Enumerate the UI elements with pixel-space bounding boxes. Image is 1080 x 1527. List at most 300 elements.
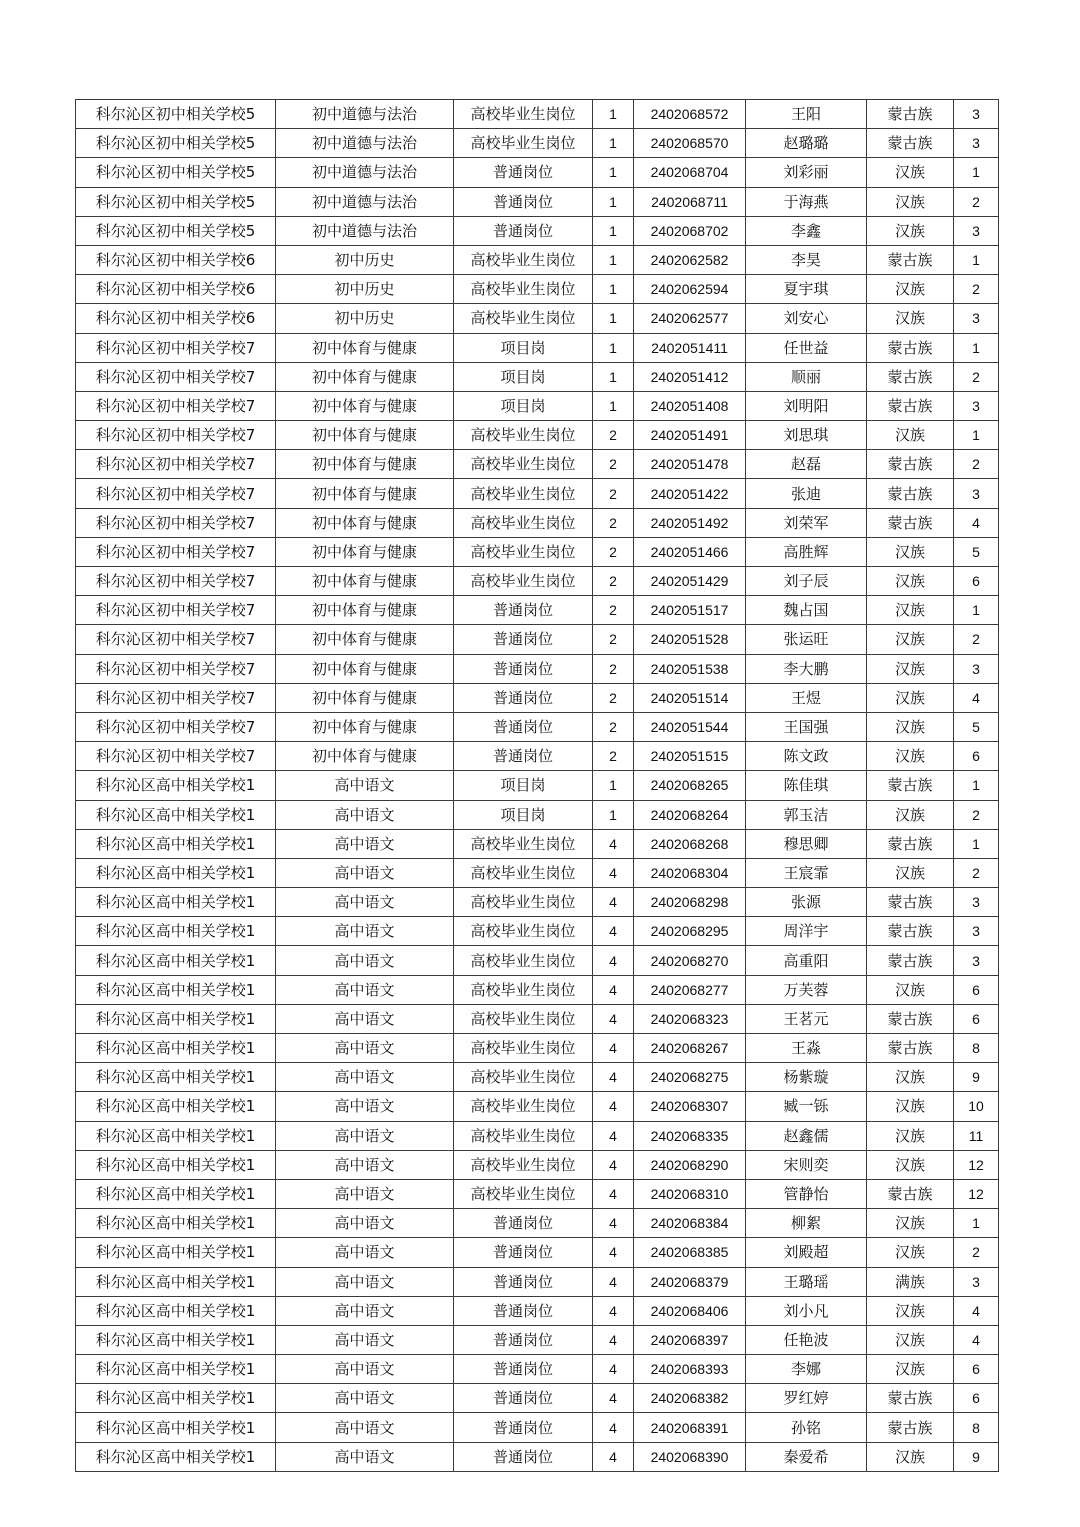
school-cell: 科尔沁区高中相关学校1 [76, 917, 276, 946]
post-type-cell: 普通岗位 [454, 187, 593, 216]
post-type-cell: 项目岗 [454, 800, 593, 829]
quota-cell: 1 [593, 216, 634, 245]
quota-cell: 4 [593, 1355, 634, 1384]
school-cell: 科尔沁区初中相关学校7 [76, 567, 276, 596]
subject-cell: 高中语文 [276, 1355, 454, 1384]
exam-id-cell: 2402051422 [634, 479, 746, 508]
subject-cell: 初中体育与健康 [276, 742, 454, 771]
table-row [76, 1355, 999, 1384]
table-row [76, 858, 999, 887]
quota-cell: 2 [593, 421, 634, 450]
school-cell: 科尔沁区高中相关学校1 [76, 771, 276, 800]
table-row [76, 304, 999, 333]
ethnicity-cell: 满族 [867, 1267, 954, 1296]
table-row [76, 975, 999, 1004]
subject-cell: 高中语文 [276, 1267, 454, 1296]
ethnicity-cell: 蒙古族 [867, 946, 954, 975]
table-body [76, 100, 999, 1472]
exam-id-cell: 2402068397 [634, 1325, 746, 1354]
quota-cell: 2 [593, 683, 634, 712]
school-cell: 科尔沁区初中相关学校7 [76, 450, 276, 479]
school-cell: 科尔沁区初中相关学校7 [76, 537, 276, 566]
name-cell: 刘小凡 [746, 1296, 867, 1325]
school-cell: 科尔沁区初中相关学校7 [76, 333, 276, 362]
quota-cell: 2 [593, 742, 634, 771]
exam-id-cell: 2402068307 [634, 1092, 746, 1121]
ethnicity-cell: 蒙古族 [867, 333, 954, 362]
rank-cell: 12 [954, 1150, 999, 1179]
quota-cell: 4 [593, 1238, 634, 1267]
quota-cell: 1 [593, 304, 634, 333]
school-cell: 科尔沁区初中相关学校7 [76, 712, 276, 741]
name-cell: 万芙蓉 [746, 975, 867, 1004]
post-type-cell: 普通岗位 [454, 654, 593, 683]
table-row [76, 567, 999, 596]
subject-cell: 高中语文 [276, 858, 454, 887]
subject-cell: 初中体育与健康 [276, 450, 454, 479]
exam-id-cell: 2402051478 [634, 450, 746, 479]
name-cell: 赵磊 [746, 450, 867, 479]
table-row [76, 187, 999, 216]
name-cell: 刘殿超 [746, 1238, 867, 1267]
post-type-cell: 普通岗位 [454, 1355, 593, 1384]
quota-cell: 4 [593, 1209, 634, 1238]
subject-cell: 初中历史 [276, 304, 454, 333]
exam-id-cell: 2402062582 [634, 245, 746, 274]
post-type-cell: 普通岗位 [454, 1384, 593, 1413]
post-type-cell: 高校毕业生岗位 [454, 858, 593, 887]
name-cell: 李鑫 [746, 216, 867, 245]
exam-id-cell: 2402068391 [634, 1413, 746, 1442]
subject-cell: 高中语文 [276, 946, 454, 975]
quota-cell: 1 [593, 129, 634, 158]
ethnicity-cell: 汉族 [867, 800, 954, 829]
name-cell: 顺丽 [746, 362, 867, 391]
table-row [76, 1150, 999, 1179]
rank-cell: 1 [954, 158, 999, 187]
table-row [76, 129, 999, 158]
quota-cell: 1 [593, 800, 634, 829]
school-cell: 科尔沁区初中相关学校7 [76, 479, 276, 508]
exam-id-cell: 2402068295 [634, 917, 746, 946]
name-cell: 杨紫璇 [746, 1063, 867, 1092]
exam-id-cell: 2402051544 [634, 712, 746, 741]
exam-id-cell: 2402068264 [634, 800, 746, 829]
subject-cell: 高中语文 [276, 1442, 454, 1471]
rank-cell: 3 [954, 654, 999, 683]
rank-cell: 3 [954, 917, 999, 946]
post-type-cell: 普通岗位 [454, 1296, 593, 1325]
ethnicity-cell: 汉族 [867, 975, 954, 1004]
rank-cell: 9 [954, 1442, 999, 1471]
post-type-cell: 高校毕业生岗位 [454, 450, 593, 479]
ethnicity-cell: 汉族 [867, 1325, 954, 1354]
ethnicity-cell: 汉族 [867, 742, 954, 771]
subject-cell: 高中语文 [276, 917, 454, 946]
subject-cell: 高中语文 [276, 1063, 454, 1092]
subject-cell: 初中体育与健康 [276, 362, 454, 391]
school-cell: 科尔沁区初中相关学校5 [76, 129, 276, 158]
post-type-cell: 高校毕业生岗位 [454, 888, 593, 917]
quota-cell: 1 [593, 391, 634, 420]
name-cell: 任世益 [746, 333, 867, 362]
ethnicity-cell: 汉族 [867, 596, 954, 625]
ethnicity-cell: 汉族 [867, 858, 954, 887]
name-cell: 穆思卿 [746, 829, 867, 858]
post-type-cell: 高校毕业生岗位 [454, 917, 593, 946]
table-row [76, 1384, 999, 1413]
subject-cell: 初中道德与法治 [276, 100, 454, 129]
table-row [76, 1004, 999, 1033]
quota-cell: 4 [593, 829, 634, 858]
table-row [76, 654, 999, 683]
rank-cell: 3 [954, 100, 999, 129]
school-cell: 科尔沁区初中相关学校6 [76, 275, 276, 304]
exam-id-cell: 2402068384 [634, 1209, 746, 1238]
school-cell: 科尔沁区高中相关学校1 [76, 1267, 276, 1296]
name-cell: 王茗元 [746, 1004, 867, 1033]
rank-cell: 8 [954, 1034, 999, 1063]
post-type-cell: 项目岗 [454, 391, 593, 420]
quota-cell: 2 [593, 479, 634, 508]
subject-cell: 高中语文 [276, 1384, 454, 1413]
quota-cell: 4 [593, 1150, 634, 1179]
school-cell: 科尔沁区高中相关学校1 [76, 1442, 276, 1471]
school-cell: 科尔沁区高中相关学校1 [76, 800, 276, 829]
post-type-cell: 高校毕业生岗位 [454, 275, 593, 304]
quota-cell: 4 [593, 1384, 634, 1413]
name-cell: 魏占国 [746, 596, 867, 625]
name-cell: 周洋宇 [746, 917, 867, 946]
school-cell: 科尔沁区初中相关学校7 [76, 654, 276, 683]
quota-cell: 2 [593, 508, 634, 537]
rank-cell: 4 [954, 683, 999, 712]
quota-cell: 4 [593, 917, 634, 946]
post-type-cell: 高校毕业生岗位 [454, 304, 593, 333]
table-row [76, 1238, 999, 1267]
school-cell: 科尔沁区初中相关学校7 [76, 508, 276, 537]
subject-cell: 高中语文 [276, 829, 454, 858]
ethnicity-cell: 汉族 [867, 304, 954, 333]
subject-cell: 高中语文 [276, 1296, 454, 1325]
rank-cell: 3 [954, 391, 999, 420]
school-cell: 科尔沁区高中相关学校1 [76, 858, 276, 887]
table-row [76, 1034, 999, 1063]
table-row [76, 683, 999, 712]
rank-cell: 1 [954, 771, 999, 800]
subject-cell: 高中语文 [276, 1150, 454, 1179]
subject-cell: 高中语文 [276, 1092, 454, 1121]
rank-cell: 4 [954, 1296, 999, 1325]
school-cell: 科尔沁区初中相关学校7 [76, 625, 276, 654]
quota-cell: 4 [593, 1092, 634, 1121]
post-type-cell: 高校毕业生岗位 [454, 421, 593, 450]
exam-id-cell: 2402051514 [634, 683, 746, 712]
name-cell: 于海燕 [746, 187, 867, 216]
exam-id-cell: 2402051517 [634, 596, 746, 625]
exam-id-cell: 2402068379 [634, 1267, 746, 1296]
ethnicity-cell: 蒙古族 [867, 479, 954, 508]
subject-cell: 高中语文 [276, 1121, 454, 1150]
name-cell: 王璐瑶 [746, 1267, 867, 1296]
exam-id-cell: 2402068385 [634, 1238, 746, 1267]
exam-id-cell: 2402068290 [634, 1150, 746, 1179]
table-row [76, 245, 999, 274]
subject-cell: 初中道德与法治 [276, 129, 454, 158]
quota-cell: 4 [593, 1442, 634, 1471]
post-type-cell: 普通岗位 [454, 1325, 593, 1354]
quota-cell: 4 [593, 1267, 634, 1296]
name-cell: 张源 [746, 888, 867, 917]
exam-id-cell: 2402051408 [634, 391, 746, 420]
quota-cell: 2 [593, 537, 634, 566]
name-cell: 刘彩丽 [746, 158, 867, 187]
subject-cell: 初中体育与健康 [276, 683, 454, 712]
ethnicity-cell: 蒙古族 [867, 362, 954, 391]
subject-cell: 初中体育与健康 [276, 479, 454, 508]
ethnicity-cell: 蒙古族 [867, 508, 954, 537]
name-cell: 王阳 [746, 100, 867, 129]
school-cell: 科尔沁区高中相关学校1 [76, 946, 276, 975]
rank-cell: 3 [954, 946, 999, 975]
exam-id-cell: 2402068270 [634, 946, 746, 975]
post-type-cell: 普通岗位 [454, 1442, 593, 1471]
post-type-cell: 高校毕业生岗位 [454, 567, 593, 596]
table-row [76, 946, 999, 975]
post-type-cell: 普通岗位 [454, 1413, 593, 1442]
subject-cell: 初中体育与健康 [276, 421, 454, 450]
table-row [76, 216, 999, 245]
name-cell: 夏宇琪 [746, 275, 867, 304]
table-row [76, 100, 999, 129]
rank-cell: 1 [954, 1209, 999, 1238]
ethnicity-cell: 汉族 [867, 1150, 954, 1179]
table-row [76, 1179, 999, 1208]
post-type-cell: 项目岗 [454, 771, 593, 800]
subject-cell: 初中体育与健康 [276, 391, 454, 420]
ethnicity-cell: 汉族 [867, 654, 954, 683]
school-cell: 科尔沁区初中相关学校7 [76, 596, 276, 625]
ethnicity-cell: 汉族 [867, 1063, 954, 1092]
subject-cell: 初中体育与健康 [276, 508, 454, 537]
table-row [76, 1325, 999, 1354]
table-row [76, 917, 999, 946]
rank-cell: 4 [954, 508, 999, 537]
exam-id-cell: 2402051412 [634, 362, 746, 391]
exam-id-cell: 2402062577 [634, 304, 746, 333]
name-cell: 高重阳 [746, 946, 867, 975]
school-cell: 科尔沁区初中相关学校7 [76, 421, 276, 450]
name-cell: 李大鹏 [746, 654, 867, 683]
table-row [76, 1267, 999, 1296]
school-cell: 科尔沁区高中相关学校1 [76, 1238, 276, 1267]
quota-cell: 1 [593, 158, 634, 187]
name-cell: 赵鑫儒 [746, 1121, 867, 1150]
quota-cell: 2 [593, 625, 634, 654]
post-type-cell: 普通岗位 [454, 158, 593, 187]
post-type-cell: 普通岗位 [454, 625, 593, 654]
post-type-cell: 高校毕业生岗位 [454, 1179, 593, 1208]
ethnicity-cell: 汉族 [867, 216, 954, 245]
quota-cell: 4 [593, 946, 634, 975]
ethnicity-cell: 汉族 [867, 421, 954, 450]
exam-id-cell: 2402068711 [634, 187, 746, 216]
quota-cell: 2 [593, 712, 634, 741]
ethnicity-cell: 汉族 [867, 1442, 954, 1471]
exam-id-cell: 2402068393 [634, 1355, 746, 1384]
post-type-cell: 普通岗位 [454, 712, 593, 741]
table-row [76, 391, 999, 420]
name-cell: 李昊 [746, 245, 867, 274]
school-cell: 科尔沁区高中相关学校1 [76, 1150, 276, 1179]
exam-id-cell: 2402051492 [634, 508, 746, 537]
table-row [76, 537, 999, 566]
exam-id-cell: 2402068335 [634, 1121, 746, 1150]
quota-cell: 2 [593, 450, 634, 479]
table-row [76, 158, 999, 187]
exam-id-cell: 2402068268 [634, 829, 746, 858]
exam-id-cell: 2402068382 [634, 1384, 746, 1413]
post-type-cell: 高校毕业生岗位 [454, 537, 593, 566]
rank-cell: 8 [954, 1413, 999, 1442]
subject-cell: 初中体育与健康 [276, 654, 454, 683]
table-row [76, 625, 999, 654]
exam-id-cell: 2402068323 [634, 1004, 746, 1033]
rank-cell: 2 [954, 1238, 999, 1267]
quota-cell: 4 [593, 1034, 634, 1063]
ethnicity-cell: 汉族 [867, 1296, 954, 1325]
post-type-cell: 普通岗位 [454, 596, 593, 625]
name-cell: 任艳波 [746, 1325, 867, 1354]
subject-cell: 高中语文 [276, 1004, 454, 1033]
exam-id-cell: 2402068310 [634, 1179, 746, 1208]
ethnicity-cell: 汉族 [867, 567, 954, 596]
ethnicity-cell: 蒙古族 [867, 1034, 954, 1063]
rank-cell: 1 [954, 333, 999, 362]
quota-cell: 4 [593, 1325, 634, 1354]
exam-id-cell: 2402068275 [634, 1063, 746, 1092]
subject-cell: 高中语文 [276, 1238, 454, 1267]
table-row [76, 771, 999, 800]
table-row [76, 712, 999, 741]
table-row [76, 596, 999, 625]
school-cell: 科尔沁区高中相关学校1 [76, 1355, 276, 1384]
quota-cell: 1 [593, 771, 634, 800]
rank-cell: 11 [954, 1121, 999, 1150]
exam-id-cell: 2402051411 [634, 333, 746, 362]
school-cell: 科尔沁区高中相关学校1 [76, 1325, 276, 1354]
post-type-cell: 项目岗 [454, 333, 593, 362]
school-cell: 科尔沁区高中相关学校1 [76, 1034, 276, 1063]
subject-cell: 初中体育与健康 [276, 537, 454, 566]
table-row [76, 1442, 999, 1471]
school-cell: 科尔沁区高中相关学校1 [76, 1179, 276, 1208]
rank-cell: 9 [954, 1063, 999, 1092]
quota-cell: 1 [593, 333, 634, 362]
exam-id-cell: 2402051538 [634, 654, 746, 683]
ethnicity-cell: 蒙古族 [867, 771, 954, 800]
exam-id-cell: 2402051515 [634, 742, 746, 771]
exam-id-cell: 2402051429 [634, 567, 746, 596]
subject-cell: 初中体育与健康 [276, 567, 454, 596]
post-type-cell: 高校毕业生岗位 [454, 479, 593, 508]
ethnicity-cell: 蒙古族 [867, 450, 954, 479]
subject-cell: 初中历史 [276, 275, 454, 304]
exam-id-cell: 2402068704 [634, 158, 746, 187]
rank-cell: 5 [954, 537, 999, 566]
subject-cell: 初中历史 [276, 245, 454, 274]
school-cell: 科尔沁区高中相关学校1 [76, 1092, 276, 1121]
results-table [75, 99, 999, 1472]
subject-cell: 初中道德与法治 [276, 187, 454, 216]
name-cell: 刘明阳 [746, 391, 867, 420]
quota-cell: 4 [593, 888, 634, 917]
name-cell: 柳絮 [746, 1209, 867, 1238]
subject-cell: 初中体育与健康 [276, 712, 454, 741]
exam-id-cell: 2402051528 [634, 625, 746, 654]
post-type-cell: 高校毕业生岗位 [454, 100, 593, 129]
post-type-cell: 高校毕业生岗位 [454, 829, 593, 858]
school-cell: 科尔沁区高中相关学校1 [76, 1413, 276, 1442]
quota-cell: 4 [593, 1179, 634, 1208]
post-type-cell: 普通岗位 [454, 216, 593, 245]
school-cell: 科尔沁区高中相关学校1 [76, 1121, 276, 1150]
post-type-cell: 普通岗位 [454, 1209, 593, 1238]
rank-cell: 6 [954, 1355, 999, 1384]
name-cell: 王煜 [746, 683, 867, 712]
rank-cell: 3 [954, 479, 999, 508]
rank-cell: 5 [954, 712, 999, 741]
school-cell: 科尔沁区初中相关学校5 [76, 216, 276, 245]
rank-cell: 2 [954, 362, 999, 391]
quota-cell: 4 [593, 858, 634, 887]
name-cell: 王宸霏 [746, 858, 867, 887]
ethnicity-cell: 蒙古族 [867, 1179, 954, 1208]
post-type-cell: 普通岗位 [454, 742, 593, 771]
post-type-cell: 高校毕业生岗位 [454, 1150, 593, 1179]
rank-cell: 2 [954, 625, 999, 654]
subject-cell: 初中道德与法治 [276, 216, 454, 245]
ethnicity-cell: 蒙古族 [867, 1004, 954, 1033]
name-cell: 刘思琪 [746, 421, 867, 450]
school-cell: 科尔沁区高中相关学校1 [76, 1209, 276, 1238]
post-type-cell: 高校毕业生岗位 [454, 1063, 593, 1092]
school-cell: 科尔沁区高中相关学校1 [76, 1384, 276, 1413]
quota-cell: 2 [593, 654, 634, 683]
name-cell: 郭玉洁 [746, 800, 867, 829]
table-row [76, 1209, 999, 1238]
name-cell: 刘子辰 [746, 567, 867, 596]
rank-cell: 3 [954, 888, 999, 917]
school-cell: 科尔沁区初中相关学校5 [76, 100, 276, 129]
rank-cell: 6 [954, 1384, 999, 1413]
quota-cell: 1 [593, 100, 634, 129]
rank-cell: 6 [954, 567, 999, 596]
ethnicity-cell: 汉族 [867, 625, 954, 654]
subject-cell: 高中语文 [276, 1209, 454, 1238]
school-cell: 科尔沁区初中相关学校7 [76, 683, 276, 712]
exam-id-cell: 2402068572 [634, 100, 746, 129]
name-cell: 孙铭 [746, 1413, 867, 1442]
ethnicity-cell: 蒙古族 [867, 888, 954, 917]
rank-cell: 6 [954, 1004, 999, 1033]
exam-id-cell: 2402068267 [634, 1034, 746, 1063]
school-cell: 科尔沁区高中相关学校1 [76, 1296, 276, 1325]
quota-cell: 4 [593, 1004, 634, 1033]
rank-cell: 4 [954, 1325, 999, 1354]
exam-id-cell: 2402068304 [634, 858, 746, 887]
subject-cell: 高中语文 [276, 800, 454, 829]
